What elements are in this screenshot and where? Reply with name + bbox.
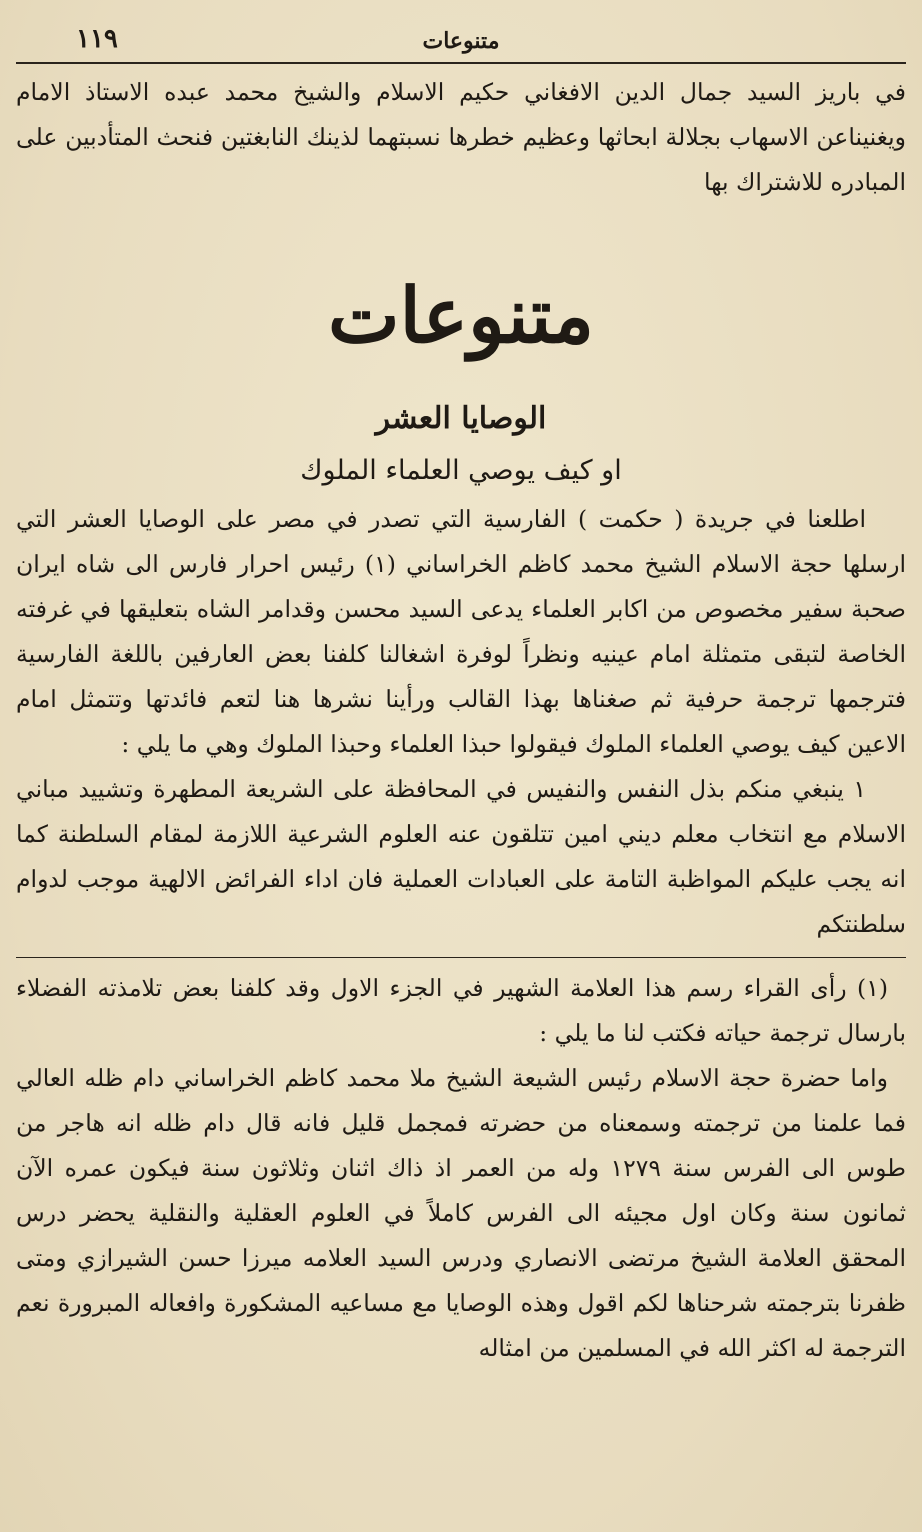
footnote-rule: [16, 957, 906, 958]
article-body: [16, 497, 906, 947]
header-rule: [16, 62, 906, 64]
article-paragraph: اطلعنا في جريدة ( حكمت ) الفارسية التي تصدر في مصر على الوصايا العشر التي ارسلها حجة الاسلام الشيخ محمد كاظم الخراساني (١) رئيس احرار فارس الى شاه ايران صحبة سفير مخصوص من اكابر العلماء يدعى السيد محسن وقدامر الشاه بتعليقها في غرفته الخاصة لتبقى متمثلة امام عينيه ونظراً لوفرة اشغالنا كلفنا بعض العارفين باللغة الفارسية فترجمها ترجمة حرفية ثم صغناها بهذا القالب ورأينا نشرها هنا لتعم فائدتها وتتمثل امام الاعين كيف يوصي العلماء الملوك فيقولوا حبذا العلماء وحبذا الملوك وهي ما يلي :: [16, 505, 906, 758]
article-subtitle: او كيف يوصي العلماء الملوك: [300, 455, 622, 486]
footnote-paragraph: (١) رأى القراء رسم هذا العلامة الشهير في الجزء الاول وقد كلفنا بعض تلامذته الفضلاء بارسال ترجمة حياته فكتب لنا ما يلي :: [16, 974, 906, 1047]
section-title: متنوعات: [328, 271, 594, 360]
footnote: [16, 966, 906, 1371]
page-header: [16, 18, 906, 62]
article-title: الوصايا العشر: [375, 401, 547, 436]
footnote-paragraph: واما حضرة حجة الاسلام رئيس الشيعة الشيخ ملا محمد كاظم الخراساني دام ظله العالي فما علمنا من ترجمته وسمعناه من حضرته فمجمل قليل فانه قال دام ظله انه هاجر من طوس الى الفرس سنة ١٢٧٩ وله من العمر اذ ذاك اثنان وثلاثون سنة فيكون عمره الآن ثمانون سنة وكان اول مجيئه الى الفرس كاملاً في العلوم العقلية والنقلية يحضر درس المحقق العلامة الشيخ مرتضى الانصاري ودرس السيد العلامه ميرزا حسن الشيرازي ومتى ظفرنا بترجمته شرحناها لكم اقول وهذه الوصايا مع مساعيه المشكورة وافعاله المبرورة نعم الترجمة له اكثر الله في المسلمين من امثاله: [16, 1064, 906, 1362]
article-paragraph: ١ ينبغي منكم بذل النفس والنفيس في المحافظة على الشريعة المطهرة وتشييد مباني الاسلام مع انتخاب معلم ديني امين تتلقون عنه العلوم الشرعية اللازمة لمقام السلطنة كما انه يجب عليكم المواظبة التامة على العبادات العملية فان اداء الفرائض الالهية موجب لدوام سلطنتكم: [16, 775, 906, 938]
page-number: ١١٩: [76, 24, 118, 54]
intro-paragraph: في باريز السيد جمال الدين الافغاني حكيم الاسلام والشيخ محمد عبده الاستاذ الامام ويغنيناعن الاسهاب بجلالة ابحاثها وعظيم خطرها نسبتهما لذينك النابغتين فنحث المتأدبين على المبادره للاشتراك بها: [16, 78, 906, 196]
running-head: متنوعات: [422, 28, 500, 54]
